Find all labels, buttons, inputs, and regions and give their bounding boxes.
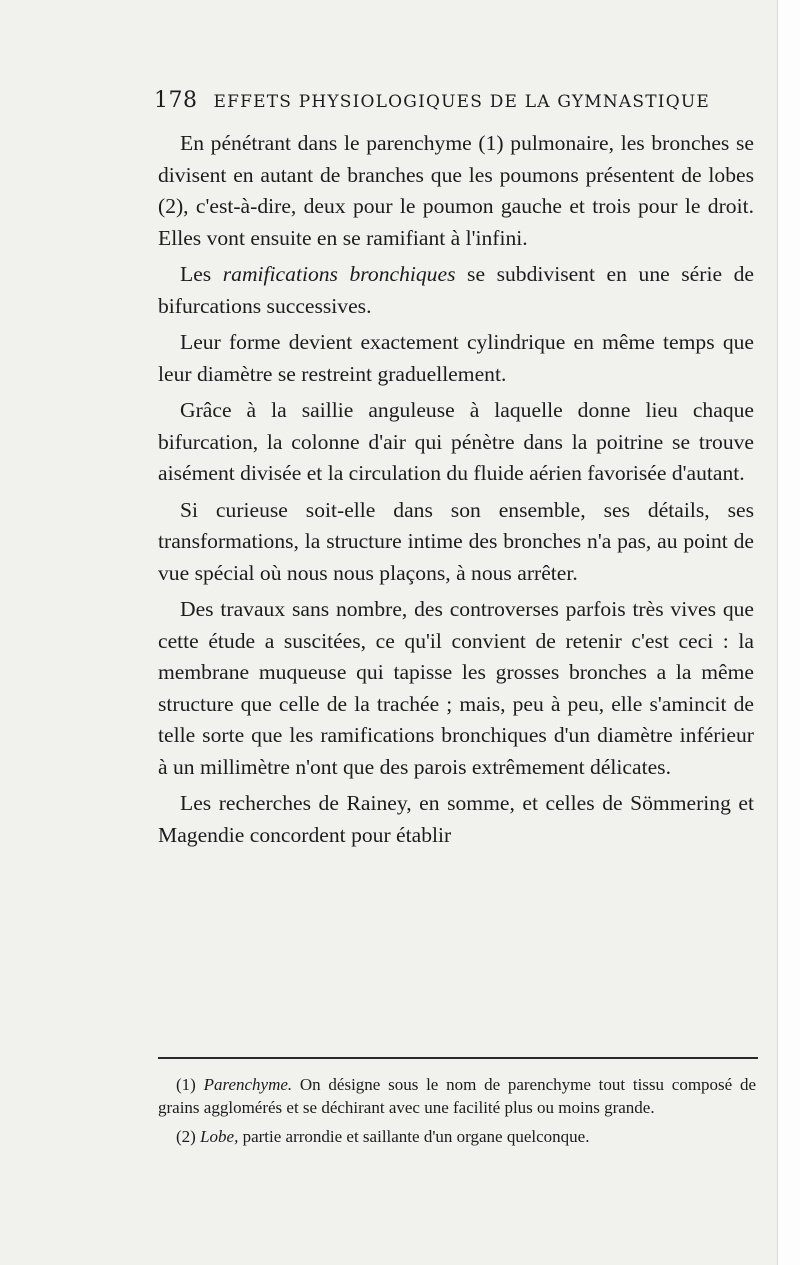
paragraph: Les recherches de Rainey, en somme, et celles de Sömmering et Magendie concordent pour établir	[158, 791, 754, 847]
footnote-marker: (1)	[176, 1075, 204, 1094]
footnote-text: partie arrondie et saillante d'un organe quelconque.	[238, 1127, 590, 1146]
paragraph: Si curieuse soit-elle dans son ensemble, ses détails, ses transformations, la structure intime des bronches n'a pas, au point de vue spécial où nous nous plaçons, à nous arrêter.	[158, 497, 754, 585]
body-text	[158, 128, 754, 856]
paragraph: Grâce à la saillie anguleuse à laquelle donne lieu chaque bifurcation, la colonne d'air qui pénètre dans la poitrine se trouve aisément divisée et la circulation du fluide aérien favorisée d'autant.	[158, 398, 754, 485]
paragraph	[158, 259, 754, 322]
footnote-term: Parenchyme.	[203, 1075, 293, 1094]
paragraph: En pénétrant dans le parenchyme (1) pulmonaire, les bronches se divisent en autant de branches que les poumons présentent de lobes (2), c'est-à-dire, deux pour le poumon gauche et trois pour le droit. Elles vont ensuite en se ramifiant à l'infini.	[158, 131, 754, 250]
italic-term: ramifications bronchiques	[222, 262, 456, 286]
footnote-term: Lobe,	[200, 1127, 239, 1146]
footnote-text: On désigne sous le nom de parenchyme tout tissu composé de grains agglomérés et se déchirant avec une facilité plus ou moins grande.	[158, 1075, 757, 1117]
paragraph-lead: Les	[180, 262, 223, 286]
footnote	[158, 1125, 756, 1148]
page-header	[154, 88, 754, 113]
paragraph: Des travaux sans nombre, des controverses parfois très vives que cette étude a suscitées, ce qu'il convient de retenir c'est ceci : la membrane muqueuse qui tapisse les grosses bronches a la même structure que celle de la trachée ; mais, peu à peu, elle s'amincit de telle sorte que les ramifications bronchiques d'un diamètre inférieur à un millimètre n'ont que des parois extrêmement délicates.	[158, 597, 754, 779]
footnote	[158, 1073, 756, 1119]
page-number: 178	[154, 88, 198, 113]
page-edge	[777, 0, 800, 1265]
footnotes	[158, 1073, 756, 1154]
footnote-marker: (2)	[176, 1127, 201, 1146]
footnote-rule	[158, 1057, 758, 1059]
paragraph-rest: se subdivisent en une série de bifurcations successives.	[158, 262, 754, 318]
paragraph: Leur forme devient exactement cylindrique en même temps que leur diamètre se restreint graduellement.	[158, 330, 754, 386]
running-head: EFFETS PHYSIOLOGIQUES DE LA GYMNASTIQUE	[213, 92, 710, 112]
